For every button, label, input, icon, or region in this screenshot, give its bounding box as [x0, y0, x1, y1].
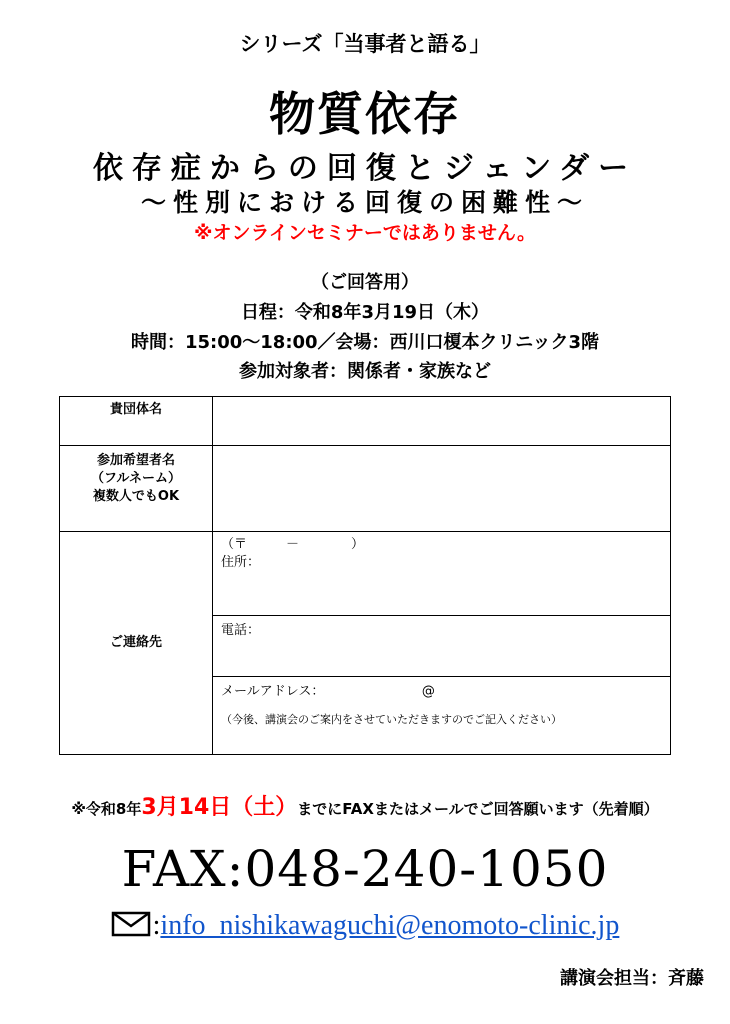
- org-label: [60, 397, 213, 446]
- address-label: 住所：: [221, 555, 261, 570]
- postal-code-line: （〒 － ）: [221, 537, 365, 552]
- name-label-line3: 複数人でもOK: [92, 489, 180, 504]
- deadline-prefix: ※令和8年: [71, 800, 142, 818]
- fax-number: FAX:048-240-1050: [121, 840, 609, 898]
- event-audience: 参加対象者：関係者・家族など: [239, 361, 491, 382]
- email-label: メールアドレス： @: [221, 684, 435, 699]
- address-field[interactable]: [213, 532, 671, 616]
- series-title: シリーズ「当事者と語る」: [239, 32, 491, 56]
- email-field[interactable]: [213, 677, 671, 755]
- email-link[interactable]: info_nishikawaguchi@enomoto-clinic.jp: [160, 910, 620, 941]
- org-field[interactable]: [213, 397, 671, 446]
- offline-notice: ※オンラインセミナーではありません。: [193, 222, 537, 244]
- deadline-date: 3月14日（土）: [141, 795, 298, 820]
- name-field[interactable]: [213, 446, 671, 532]
- subtitle: 依存症からの回復とジェンダー: [92, 151, 638, 186]
- deadline-suffix: までにFAXまたはメールでご回答願います（先着順）: [297, 800, 659, 818]
- name-label: [60, 446, 213, 532]
- registration-form: [59, 396, 671, 755]
- event-date: 日程：令和8年3月19日（木）: [240, 302, 490, 323]
- subtitle-secondary: ～性別における回復の困難性～: [140, 188, 589, 217]
- contact-label: [60, 532, 213, 755]
- reply-heading: （ご回答用）: [311, 272, 419, 293]
- phone-field[interactable]: [213, 616, 671, 677]
- contact-person: 講演会担当：斉藤: [560, 968, 704, 989]
- envelope-icon: [111, 911, 151, 945]
- name-label-line1: 参加希望者名: [96, 453, 175, 468]
- deadline-line: [0, 790, 730, 821]
- contact-label-text: ご連絡先: [109, 635, 162, 650]
- org-label-text: 貴団体名: [109, 402, 162, 417]
- email-separator: :: [152, 910, 161, 941]
- name-label-line2: （フルネーム）: [90, 471, 182, 486]
- email-row: [0, 910, 730, 945]
- page-title: 物質依存: [269, 87, 461, 141]
- phone-label: 電話：: [221, 623, 261, 638]
- event-time-venue: 時間：15:00～18:00／会場：西川口榎本クリニック3階: [130, 332, 600, 353]
- email-note: （今後、講演会のご案内をさせていただきますのでご記入ください）: [221, 713, 562, 726]
